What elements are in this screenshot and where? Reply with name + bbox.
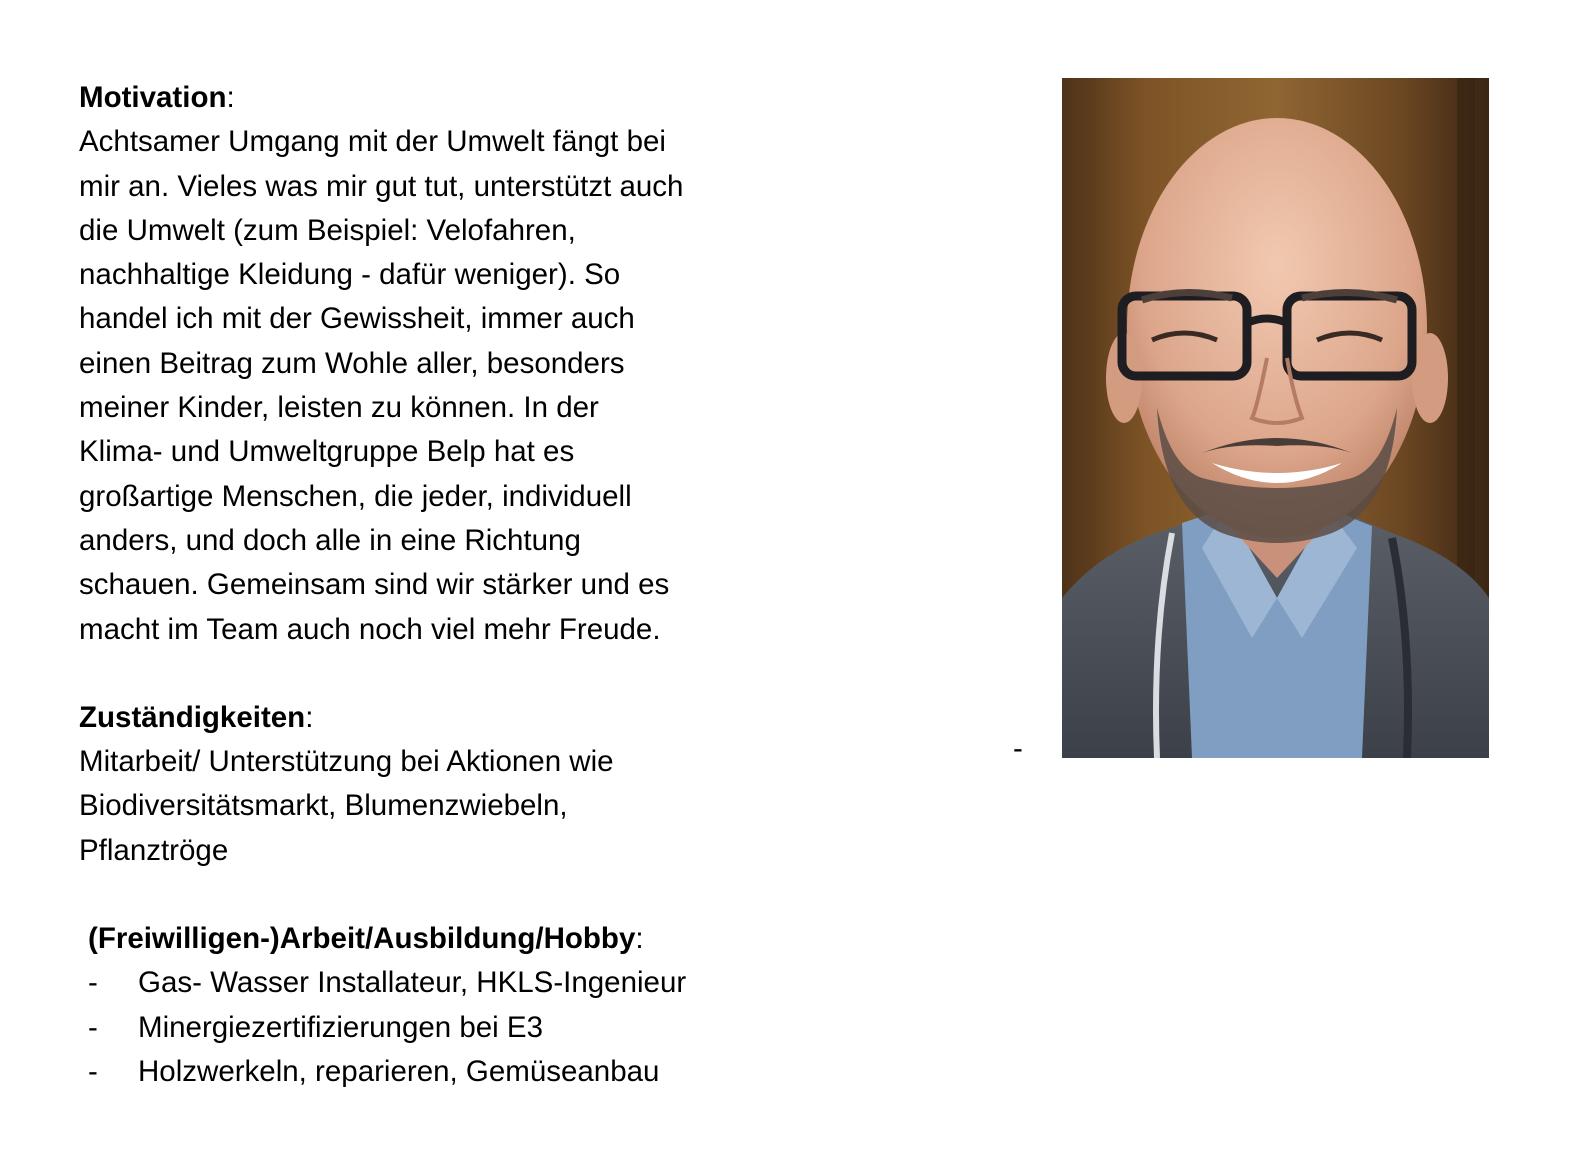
bullet-dash: - bbox=[88, 966, 98, 1000]
responsibilities-line: Mitarbeit/ Unterstützung bei Aktionen wie bbox=[79, 745, 614, 779]
list-item-text: Gas- Wasser Installateur, HKLS-Ingenieur bbox=[138, 966, 687, 1000]
motivation-line: schauen. Gemeinsam sind wir stärker und es bbox=[79, 568, 670, 602]
motivation-line: Klima- und Umweltgruppe Belp hat es bbox=[79, 435, 575, 469]
hobbies-heading: (Freiwilligen-)Arbeit/Ausbildung/Hobby: bbox=[88, 922, 644, 956]
portrait-illustration bbox=[1062, 78, 1489, 758]
list-item bbox=[88, 1050, 799, 1094]
motivation-line: meiner Kinder, leisten zu können. In der bbox=[79, 391, 599, 425]
stray-dash: - bbox=[1013, 732, 1023, 765]
motivation-line: nachhaltige Kleidung - dafür weniger). So bbox=[79, 258, 621, 292]
bullet-dash: - bbox=[88, 1010, 98, 1044]
motivation-line: mir an. Vieles was mir gut tut, unterstützt auch bbox=[79, 169, 684, 203]
responsibilities-text bbox=[79, 740, 799, 873]
motivation-line: macht im Team auch noch viel mehr Freude. bbox=[79, 612, 661, 646]
motivation-line: anders, und doch alle in eine Richtung bbox=[79, 523, 581, 557]
responsibilities-line: Pflanztröge bbox=[79, 833, 229, 867]
responsibilities-line: Biodiversitätsmarkt, Blumenzwiebeln, bbox=[79, 789, 568, 823]
motivation-section bbox=[79, 76, 799, 652]
hobbies-section bbox=[88, 917, 799, 1094]
motivation-line: großartige Menschen, die jeder, individuell bbox=[79, 479, 632, 513]
motivation-line: Achtsamer Umgang mit der Umwelt fängt bei bbox=[79, 125, 666, 159]
list-item-text: Minergiezertifizierungen bei E3 bbox=[138, 1010, 544, 1044]
profile-text bbox=[79, 76, 799, 1094]
list-item-text: Holzwerkeln, reparieren, Gemüseanbau bbox=[138, 1054, 660, 1088]
responsibilities-heading: Zuständigkeiten: bbox=[79, 700, 314, 734]
motivation-line: einen Beitrag zum Wohle aller, besonders bbox=[79, 346, 625, 380]
motivation-line: handel ich mit der Gewissheit, immer auch bbox=[79, 302, 635, 336]
responsibilities-section bbox=[79, 696, 799, 873]
list-item bbox=[88, 961, 799, 1005]
motivation-heading: Motivation: bbox=[79, 81, 235, 114]
portrait-photo bbox=[1062, 78, 1489, 758]
bullet-dash: - bbox=[88, 1054, 98, 1088]
hobbies-list bbox=[88, 961, 799, 1094]
motivation-text bbox=[79, 120, 799, 652]
list-item bbox=[88, 1006, 799, 1050]
motivation-line: die Umwelt (zum Beispiel: Velofahren, bbox=[79, 213, 576, 247]
